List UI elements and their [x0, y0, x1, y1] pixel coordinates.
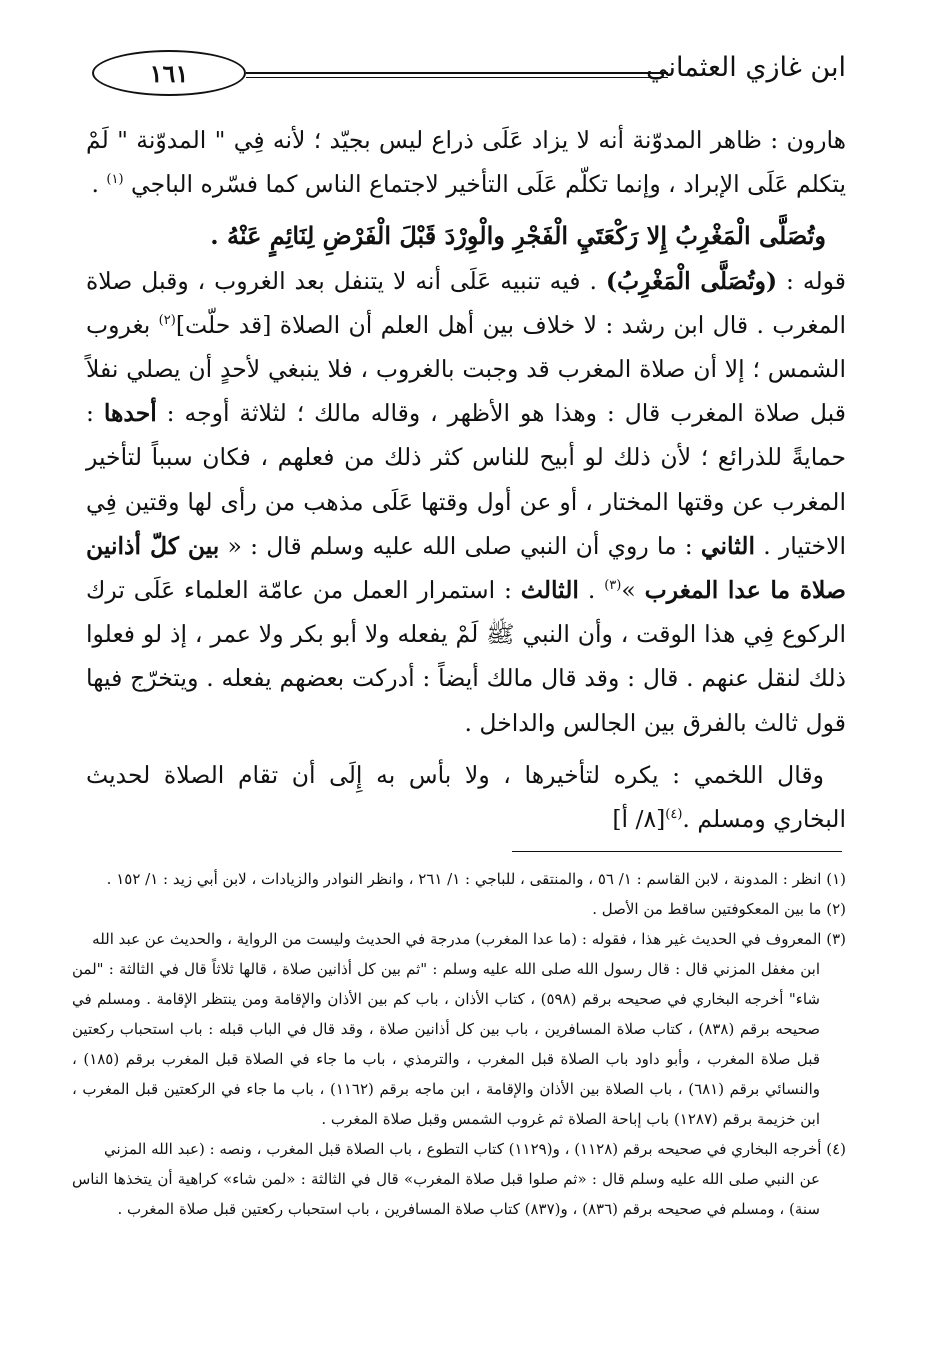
footnote-separator: [512, 851, 842, 852]
matn-line: وتُصَلَّى الْمَغْرِبُ إِلا رَكْعَتَيِ الْفَجْرِ والْوِرْدَ قَبْلَ الْفَرْضِ لِنَائِمٍ عَنْهُ .: [210, 221, 826, 251]
footnote-3-continued: ابن مغفل المزني قال : قال رسول الله صلى الله عليه وسلم : "ثم بين كل أذانين صلاة ، قالها ثلاثاً قال في الثالثة : "لمن شاء" أخرجه البخاري في صحيحه برقم (٥٩٨) ، كتاب الأذان ، باب كم بين الأذان والإقامة ومن ينتظر الإقامة . ومسلم في صحيحه برقم (٨٣٨) ، كتاب صلاة المسافرين ، باب بين كل أذانين صلاة ، وقد قال في الباب قبله : باب استحباب ركعتين قبل صلاة المغرب ، وأبو داود باب الصلاة قبل المغرب ، والترمذي ، باب ما جاء في الصلاة قبل المغرب برقم (١٨٥) ، والنسائي برقم (٦٨١) ، باب الصلاة بين الأذان والإقامة ، ابن ماجه برقم (١١٦٢) ، باب ما جاء في الركعتين قبل المغرب ، ابن خزيمة برقم (١٢٨٧) باب إباحة الصلاة ثم غروب الشمس وقبل صلاة المغرب .: [72, 960, 820, 1128]
footnote-2: (٢) ما بين المعكوفتين ساقط من الأصل .: [592, 900, 846, 918]
spacer: [86, 206, 846, 214]
paragraph-1: [86, 118, 846, 206]
paragraph-text: : استمرار العمل من عامّة العلماء عَلَى ترك الركوع فِي هذا الوقت ، وأن النبي ﷺ لَمْ يفعله ولا أبو بكر ولا عمر ، إذ لو فعلوا ذلك لنقل عنهم . قال : وقد قال مالك أيضاً : أدركت بعضهم يفعله . ويتخرّج فيها قول ثالث بالفرق بين الجالس والداخل .: [86, 576, 846, 737]
paragraph-text: .: [578, 576, 605, 605]
spacer: [86, 745, 846, 753]
footnote-ref-3[interactable]: (٣): [604, 578, 622, 594]
paragraph-text: بغروب الشمس ؛ إلا أن صلاة المغرب قد وجبت بالغروب ، فلا ينبغي لأحدٍ أن يصلي نفلاً قبل صلاة المغرب قال : وهذا هو الأظهر ، وقاله مالك ؛ لثلاثة أوجه :: [86, 310, 846, 428]
page-number: ١٦١: [92, 50, 246, 96]
running-head: ابن غازي العثماني: [645, 52, 846, 83]
footnote-ref-4[interactable]: (٤): [665, 807, 683, 823]
header-rule: [246, 72, 668, 78]
point-label-second: الثاني: [700, 531, 755, 560]
paragraph-text: : حمايةً للذرائع ؛ لأن ذلك لو أبيح للناس كثر ذلك من فعلهم ، فكان سبباً لتأخير المغرب عن وقتها المختار ، أو عن أول وقتها عَلَى مذهب من رأى لها وقتين فِي الاختيار .: [86, 399, 846, 560]
footnote-4: (٤) أخرجه البخاري في صحيحه برقم (١١٢٨) ، و(١١٢٩) كتاب التطوع ، باب الصلاة قبل المغرب ، ونصه : (عبد الله المزني: [103, 1140, 846, 1158]
footnote-ref-1[interactable]: (١): [106, 172, 124, 188]
folio-marker: [٨/ أ]: [612, 805, 666, 834]
footnote-ref-2[interactable]: (٢): [158, 312, 176, 328]
paragraph-3: [86, 753, 846, 841]
paragraph-text: قوله :: [777, 266, 846, 295]
paragraph-text: »: [621, 576, 645, 605]
paragraph-text: : ما روي أن النبي صلى الله عليه وسلم قال : «: [219, 531, 701, 560]
page-header: [86, 46, 846, 106]
main-text: [86, 118, 846, 841]
footnote-1: (١) انظر : المدونة ، لابن القاسم : ١/ ٥٦ ، والمنتقى ، للباجي : ١/ ٢٦١ ، وانظر النوادر والزيادات ، لابن أبي زيد : ١/ ١٥٢ .: [106, 870, 846, 888]
paragraph-text: هارون : ظاهر المدوّنة أنه لا يزاد عَلَى ذراع ليس بجيّد ؛ لأنه فِي " المدوّنة " لَمْ يتكلم عَلَى الإبراد ، وإنما تكلّم عَلَى التأخير لاجتماع الناس كما فسّره الباجي: [86, 126, 846, 199]
footnotes: [72, 864, 846, 1224]
point-label-first: أحدها: [103, 399, 157, 428]
paragraph-text: . فيه تنبيه عَلَى أنه لا يتنفل بعد الغروب ، وقبل صلاة المغرب . قال ابن رشد : لا خلاف بين أهل العلم أن الصلاة [قد حلّت]: [86, 266, 846, 339]
footnote-3: (٣) المعروف في الحديث غير هذا ، فقوله : (ما عدا المغرب) مدرجة في الحديث وليست من الرواية ، والحديث عن عبد الله: [92, 930, 846, 948]
paragraph-2: [86, 259, 846, 745]
paragraph-text: .: [91, 170, 107, 199]
footnote-4-continued: عن النبي صلى الله عليه وسلم قال : «ثم صلوا قبل صلاة المغرب» قال في الثالثة : «لمن شاء» كراهية أن يتخذها الناس سنة) ، ومسلم في صحيحه برقم (٨٣٦) ، و(٨٣٧) كتاب صلاة المسافرين ، باب استحباب ركعتين قبل صلاة المغرب .: [72, 1170, 820, 1218]
hadith-quote: بين كلّ أذانين صلاة ما عدا المغرب: [86, 531, 846, 605]
quoted-matn: (وتُصَلَّى الْمَغْرِبُ): [605, 266, 778, 295]
point-label-third: الثالث: [520, 576, 579, 605]
paragraph-text: وقال اللخمي : يكره لتأخيرها ، ولا بأس به إِلَى أن تقام الصلاة لحديث البخاري ومسلم .: [86, 760, 846, 834]
